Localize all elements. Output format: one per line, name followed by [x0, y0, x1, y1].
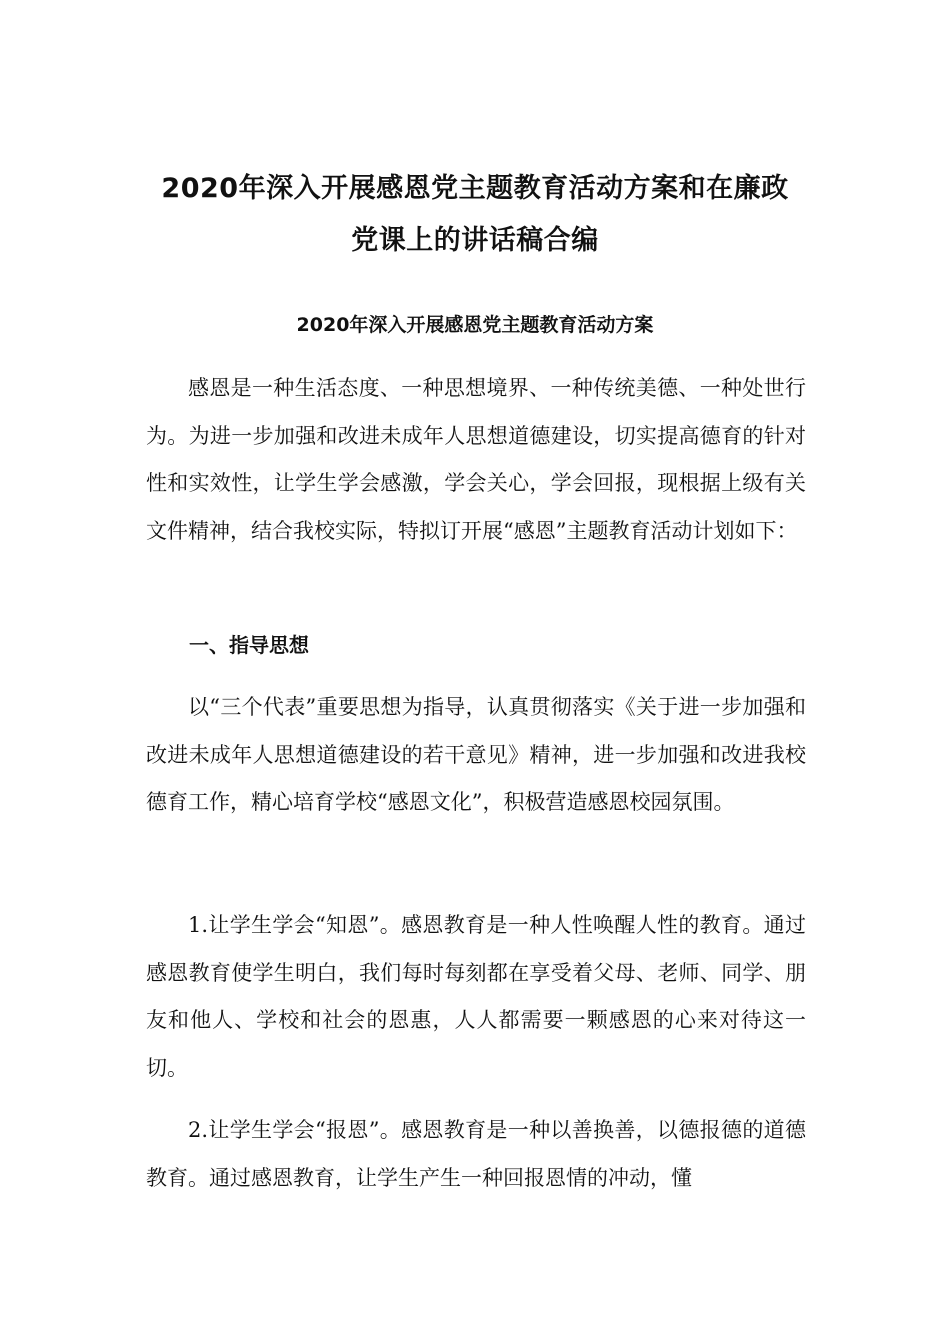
item-1-paragraph: 1.让学生学会“知恩”。感恩教育是一种人性唤醒人性的教育。通过感恩教育使学生明白，我们每时每刻都在享受着父母、老师、同学、朋友和他人、学校和社会的恩惠，人人都需要一颗感恩的心来对待这一切。: [146, 913, 806, 1080]
guiding-ideology-paragraph: 以“三个代表”重要思想为指导，认真贯彻落实《关于进一步加强和改进未成年人思想道德建设的若干意见》精神，进一步加强和改进我校德育工作，精心培育学校“感恩文化”，积极营造感恩校园氛围。: [146, 695, 806, 814]
guiding-ideology-heading: 一、指导思想: [189, 633, 309, 657]
document-title-line-2: 党课上的讲话稿合编: [351, 225, 599, 256]
document-title-line-1: 2020年深入开展感恩党主题教育活动方案和在廉政: [161, 173, 789, 204]
item-2-paragraph: 2.让学生学会“报恩”。感恩教育是一种以善换善，以德报德的道德教育。通过感恩教育，让学生产生一种回报恩情的冲动，懂: [146, 1118, 806, 1190]
intro-paragraph: 感恩是一种生活态度、一种思想境界、一种传统美德、一种处世行为。为进一步加强和改进未成年人思想道德建设，切实提高德育的针对性和实效性，让学生学会感激，学会关心，学会回报，现根据上级有关文件精神，结合我校实际，特拟订开展“感恩”主题教育活动计划如下：: [146, 376, 806, 543]
document-title: [100, 163, 850, 267]
section-title: 2020年深入开展感恩党主题教育活动方案: [296, 314, 654, 336]
